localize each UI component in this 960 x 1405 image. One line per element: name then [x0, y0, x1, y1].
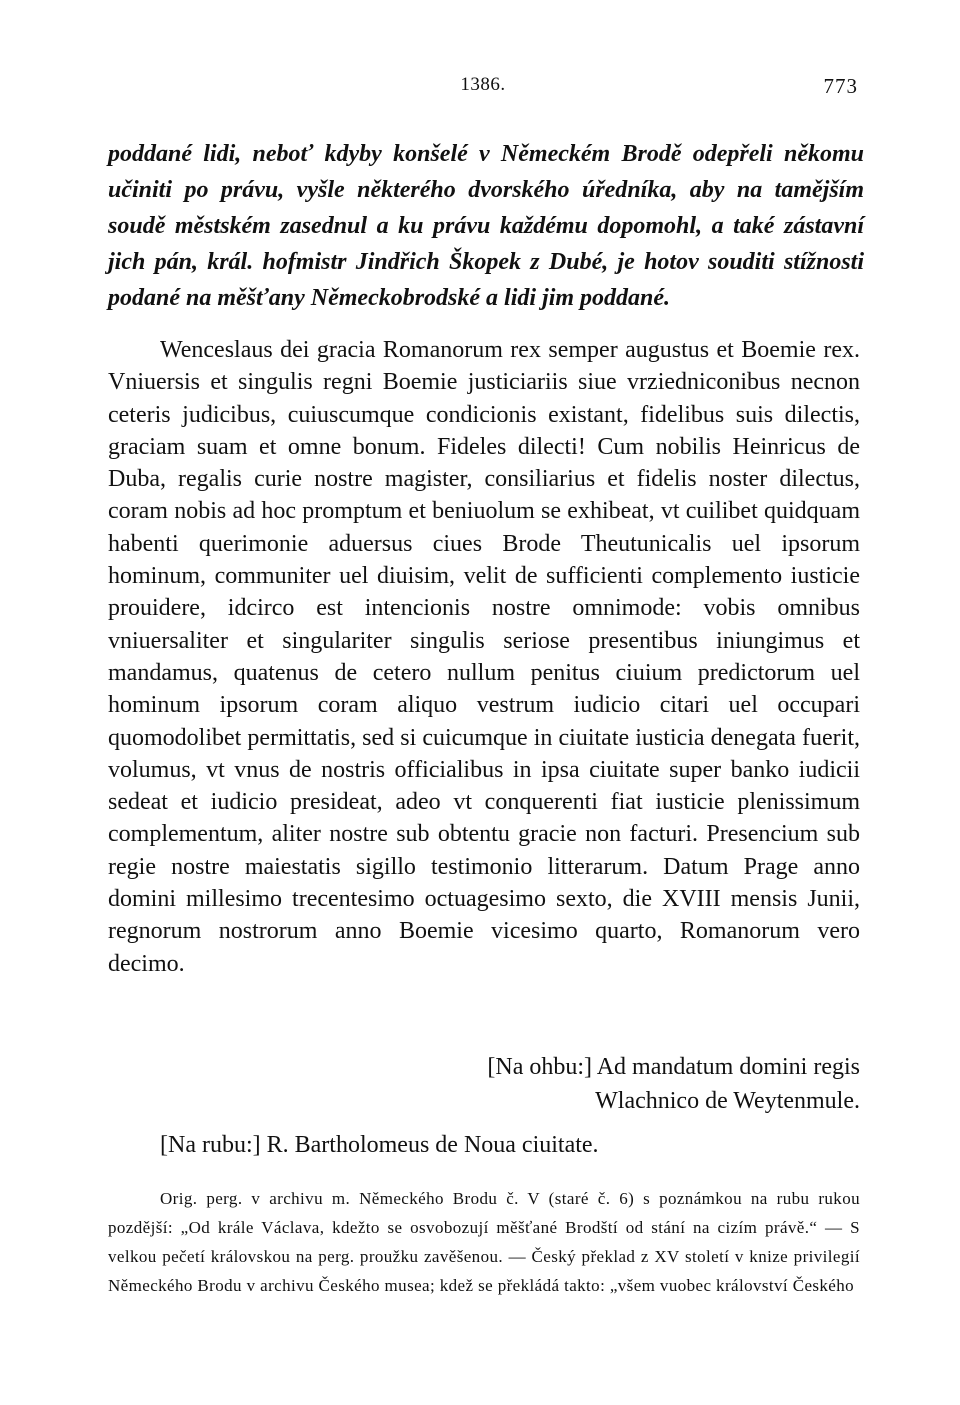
latin-charter-text: Wenceslaus dei gracia Romanorum rex semper augustus et Boemie rex. Vniuersis et singulis regni Boemie justiciariis siue vrziedniconibus necnon ceteris judicibus, cuiuscumque condicionis existant, fidelibus suis dilectis, graciam suam et omne bonum. Fideles dilecti! Cum nobilis Heinricus de Duba, regalis curie nostre magister, consiliarius et fidelis noster dilectus, coram nobis ad hoc promptum et beniuolum se exhibeat, vt cuilibet quidquam habenti querimonie aduersus ciues Brode Theutunicalis uel ipsorum hominum, communiter uel diuisim, velit de sufficienti complemento iusticie prouidere, idcirco est intencionis nostre omnimode: vobis omnibus vniuersaliter et singulariter singulis seriose presentibus iniungimus et mandamus, quatenus de cetero nullum penitus ciuium predictorum uel hominum ipsorum coram aliquo vestrum iudicio citari uel occupari quomodolibet permittatis, sed si cuicumque in ciuitate iusticia denegata fuerit, volumus, vt vnus de nostris officialibus in ipsa ciuitate super banko iudicii sedeat et iudicio presideat, adeo vt conquerenti fiat iusticie plenissimum complementum, aliter nostre sub obtentu gracie non facturi. Presencium sub regie nostre maiestatis sigillo testimonio litterarum. Datum Prage anno domini millesimo trecentesimo octuagesimo sexto, die XVIII mensis Junii, regnorum nostrorum anno Boemie vicesimo quarto, Romanorum vero decimo. [108, 337, 860, 977]
endorsement-reverse: [Na rubu:] R. Bartholomeus de Noua ciuitate. [160, 1132, 599, 1158]
endorsement-fold [420, 1050, 860, 1118]
czech-summary: poddané lidi, neboť kdyby konšelé v Německém Brodě odepřeli někomu učiniti po právu, vyšle některého dvorského úředníka, aby na tamějším soudě městském zasednul a ku právu každému dopomohl, a také zástavní jich pán, král. hofmistr Jindřich Škopek z Dubé, je hotov souditi stížnosti podané na měšťany Německobrodské a lidi jim poddané. [108, 141, 864, 311]
page-number: 773 [823, 74, 858, 98]
endorsement-fold-line-1: [Na ohbu:] Ad mandatum domini regis [487, 1054, 860, 1080]
header-year: 1386. [460, 74, 506, 95]
page-header [108, 74, 858, 104]
archival-note: Orig. perg. v archivu m. Německého Brodu č. V (staré č. 6) s poznámkou na rubu rukou pozdější: „Od krále Václava, kdežto se osvobozují měšťané Brodští od stání na cizím právě.“ — S velkou pečetí královskou na perg. proužku zavěšenou. — Český překlad z XV století v knize privilegií Německého Brodu v archivu Českého musea; kdež se překládá takto: „všem vuobec království Českého [108, 1189, 860, 1295]
endorsement-fold-line-2: Wlachnico de Weytenmule. [595, 1088, 860, 1114]
